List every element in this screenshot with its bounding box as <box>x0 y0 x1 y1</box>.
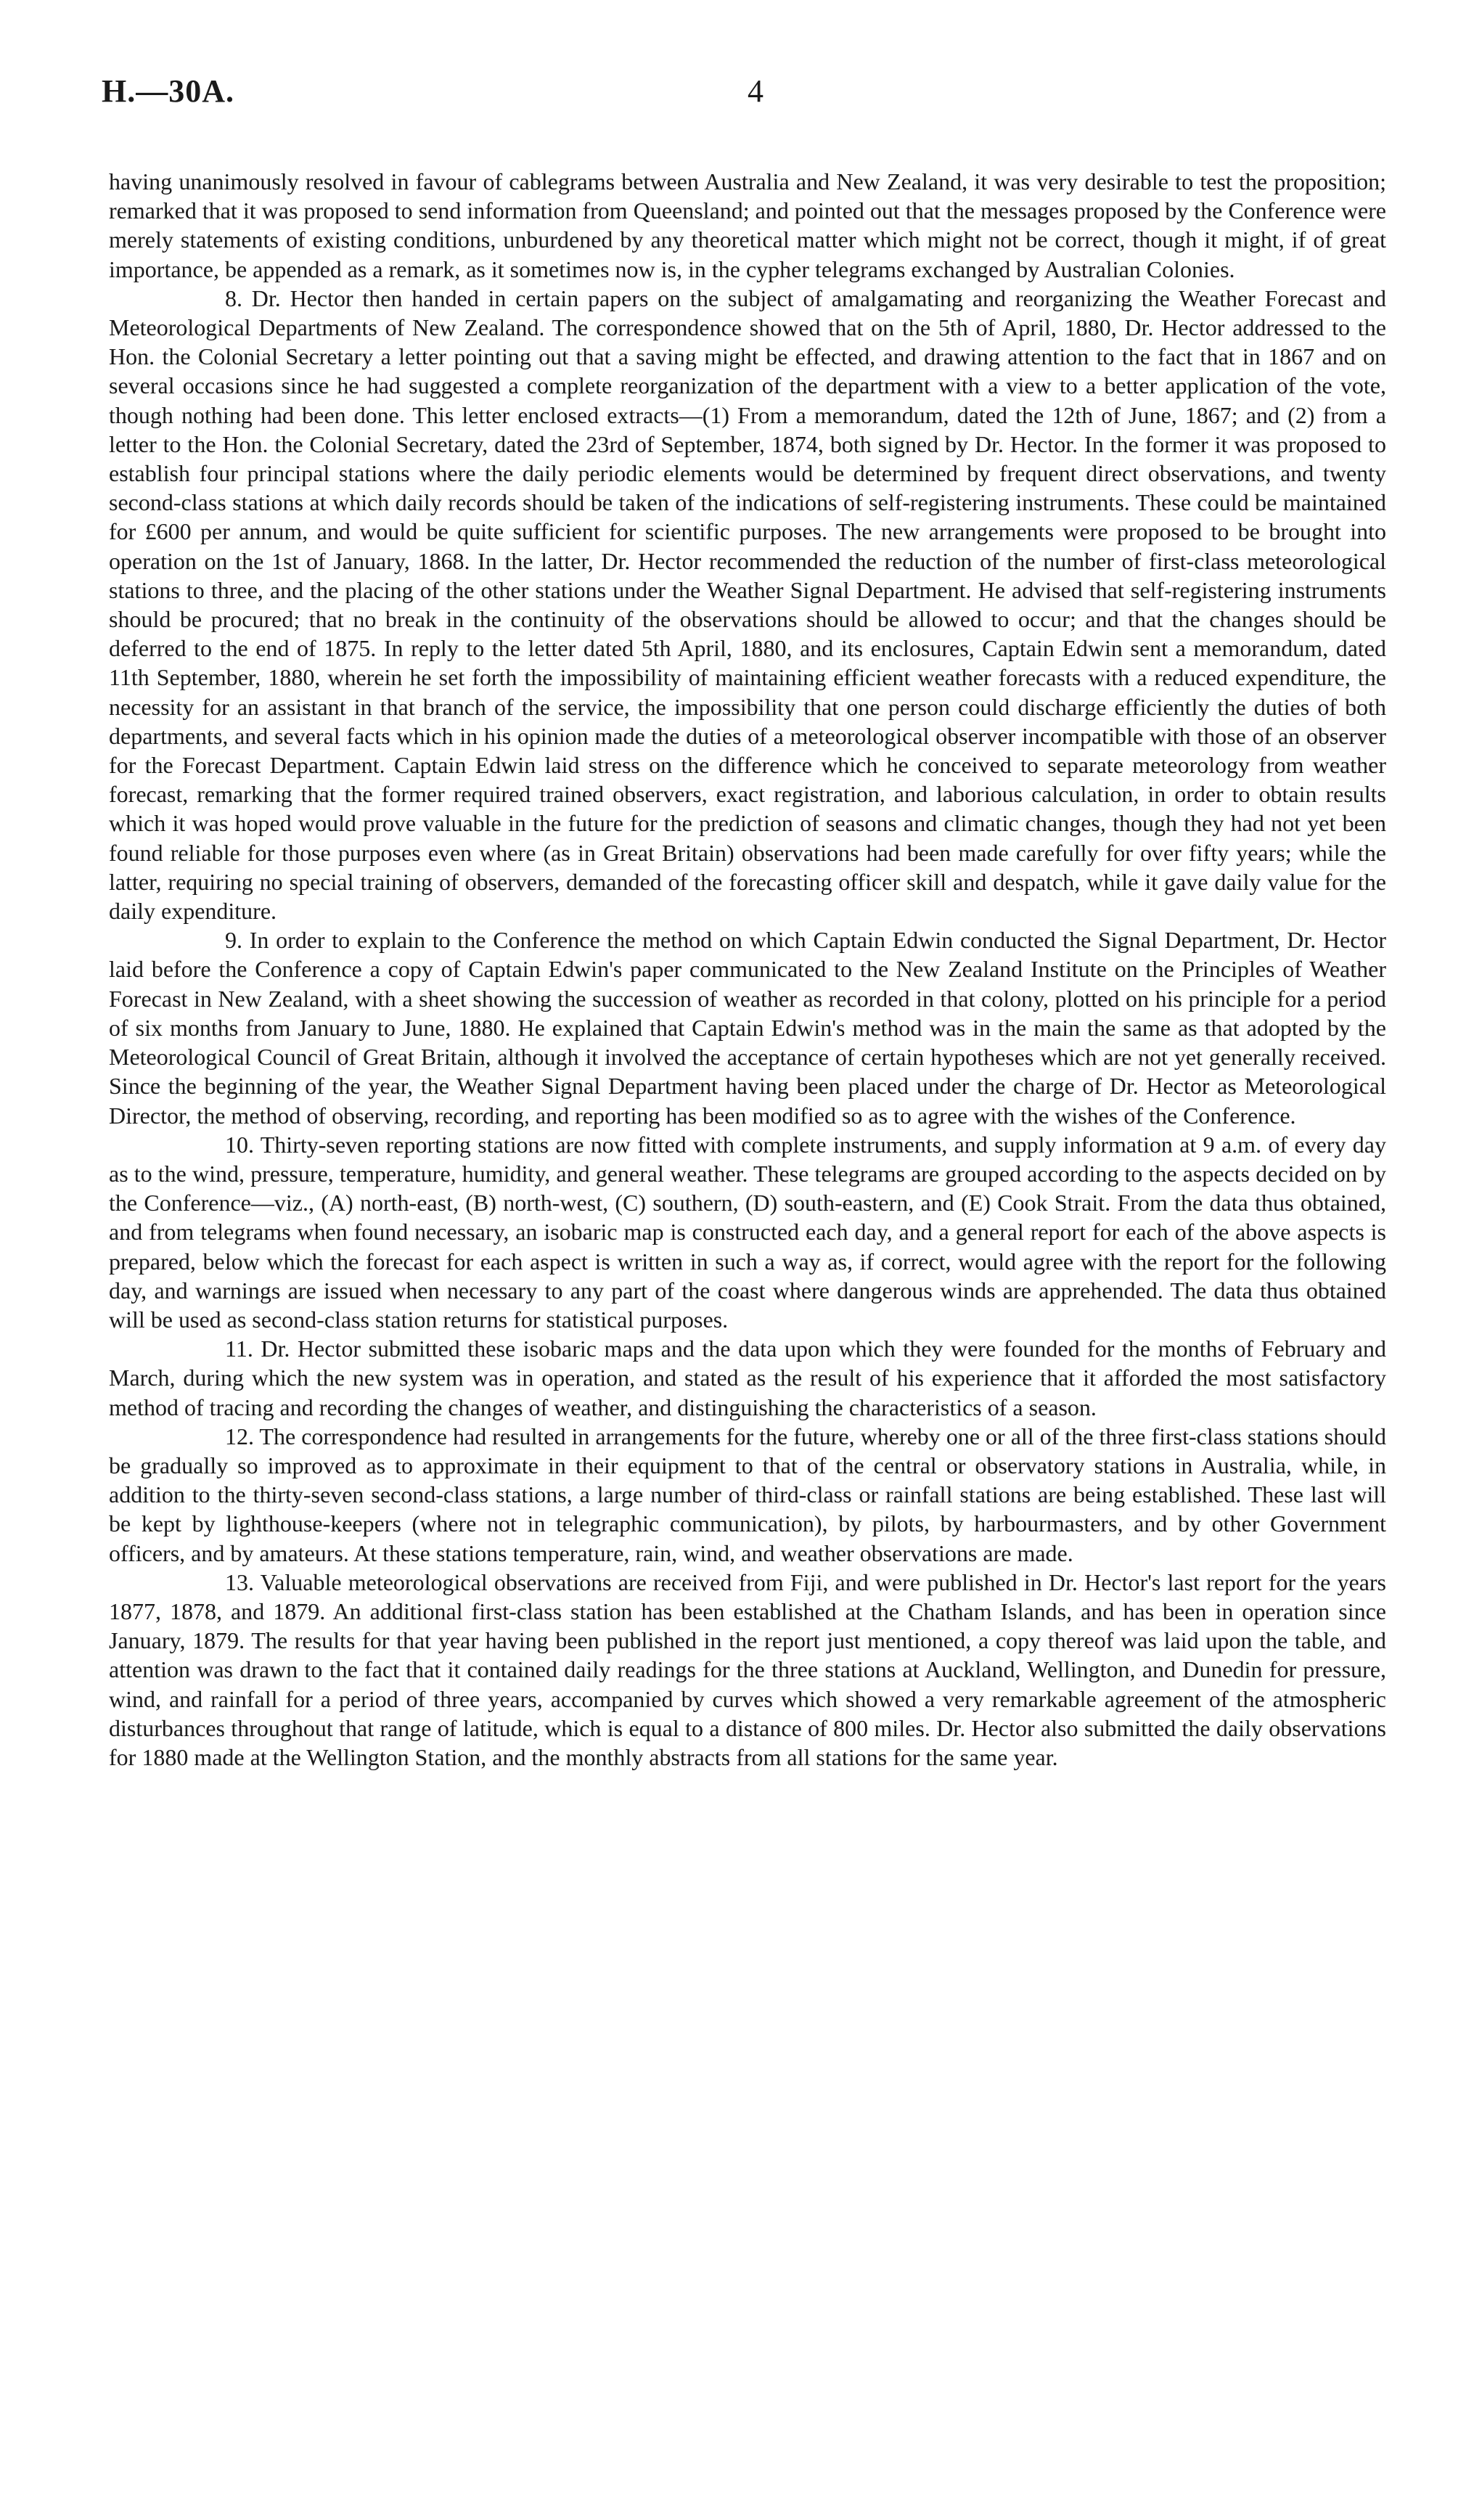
paragraph-continued: having unanimously resolved in favour of cablegrams between Australia and New Zealand, it was very desirable to test the proposition; remarked that it was proposed to send information from Queensland; and pointed out that the messages proposed by the Conference were merely statements of existing conditions, unburdened by any theoretical matter which might not be correct, though it might, if of great importance, be appended as a remark, as it sometimes now is, in the cypher telegrams exchanged by Australian Colonies. <box>109 168 1386 282</box>
page-number: 4 <box>748 73 763 109</box>
document-reference: H.—30A. <box>102 73 234 109</box>
paragraph-12: 12. The correspondence had resulted in arrangements for the future, whereby one or all of the three first-class stations should be gradually so improved as to approximate in their equipment to that of the central or observatory stations in Australia, while, in addition to the thirty-seven second-class stations, a large number of third-class or rainfall stations are being established. These last will be kept by lighthouse-keepers (where not in telegraphic communication), by pilots, by harbourmasters, and by other Government officers, and by amateurs. At these stations temperature, rain, wind, and weather observations are made. <box>109 1423 1386 1566</box>
document-page <box>102 73 1386 1772</box>
paragraph-8: 8. Dr. Hector then handed in certain papers on the subject of amalgamating and reorganizing the Weather Forecast and Meteorological Departments of New Zealand. The correspondence showed that on the 5th of April, 1880, Dr. Hector addressed to the Hon. the Colonial Secretary a letter pointing out that a saving might be effected, and drawing attention to the fact that in 1867 and on several occasions since he had suggested a complete reorganization of the department with a view to a better application of the vote, though nothing had been done. This letter enclosed extracts—(1) From a memorandum, dated the 12th of June, 1867; and (2) from a letter to the Hon. the Colonial Secretary, dated the 23rd of September, 1874, both signed by Dr. Hector. In the former it was proposed to establish four principal stations where the daily periodic elements would be determined by frequent direct observations, and twenty second-class stations at which daily records should be taken of the indications of self-registering instruments. These could be maintained for £600 per annum, and would be quite sufficient for scientific purposes. The new arrangements were proposed to be brought into operation on the 1st of January, 1868. In the latter, Dr. Hector recommended the reduction of the number of first-class meteorological stations to three, and the placing of the other stations under the Weather Signal Department. He advised that self-registering instruments should be procured; that no break in the continuity of the observations should be allowed to occur; and that the changes should be deferred to the end of 1875. In reply to the letter dated 5th April, 1880, and its enclosures, Captain Edwin sent a memorandum, dated 11th September, 1880, wherein he set forth the impossibility of maintaining efficient weather forecasts with a reduced expenditure, the necessity for an assistant in that branch of the service, the impossibility that one person could discharge efficiently the duties of both departments, and several facts which in his opinion made the duties of a meteorological observer incompatible with those of an observer for the Forecast Department. Captain Edwin laid stress on the difference which he conceived to separate meteorology from weather forecast, remarking that the former required trained observers, exact registration, and laborious calculation, in order to obtain results which it was hoped would prove valuable in the future for the prediction of seasons and climatic changes, though they had not yet been found reliable for those purposes even where (as in Great Britain) observations had been made carefully for over fifty years; while the latter, requiring no special training of observers, demanded of the forecasting officer skill and despatch, while it gave daily value for the daily expenditure. <box>109 285 1386 925</box>
paragraph-10: 10. Thirty-seven reporting stations are now fitted with complete instruments, and supply information at 9 a.m. of every day as to the wind, pressure, temperature, humidity, and general weather. These telegrams are grouped according to the aspects decided on by the Conference—viz., (A) north-east, (B) north-west, (C) southern, (D) south-eastern, and (E) Cook Strait. From the data thus obtained, and from telegrams when found necessary, an isobaric map is constructed each day, and a general report for each of the above aspects is prepared, below which the forecast for each aspect is written in such a way as, if correct, would agree with the report for the following day, and warnings are issued when necessary to any part of the coast where dangerous winds are apprehended. The data thus obtained will be used as second-class station returns for statistical purposes. <box>109 1131 1386 1333</box>
paragraph-9: 9. In order to explain to the Conference the method on which Captain Edwin conducted the Signal Department, Dr. Hector laid before the Conference a copy of Captain Edwin's paper communicated to the New Zealand Institute on the Principles of Weather Forecast in New Zealand, with a sheet showing the succession of weather as recorded in that colony, plotted on his principle for a period of six months from January to June, 1880. He explained that Captain Edwin's method was in the main the same as that adopted by the Meteorological Council of Great Britain, although it involved the acceptance of certain hypotheses which are not yet generally received. Since the beginning of the year, the Weather Signal Department having been placed under the charge of Dr. Hector as Meteorological Director, the method of observing, recording, and reporting has been modified so as to agree with the wishes of the Conference. <box>109 927 1386 1129</box>
paragraph-13: 13. Valuable meteorological observations are received from Fiji, and were published in Dr. Hector's last report for the years 1877, 1878, and 1879. An additional first-class station has been established at the Chatham Islands, and has been in operation since January, 1879. The results for that year having been published in the report just mentioned, a copy thereof was laid upon the table, and attention was drawn to the fact that it contained daily readings for the three stations at Auckland, Wellington, and Dunedin for pressure, wind, and rainfall for a period of three years, accompanied by curves which showed a very remarkable agreement of the atmospheric disturbances throughout that range of latitude, which is equal to a distance of 800 miles. Dr. Hector also submitted the daily observations for 1880 made at the Wellington Station, and the monthly abstracts from all stations for the same year. <box>109 1568 1386 1770</box>
running-header <box>102 73 1386 123</box>
body-text <box>109 167 1386 1772</box>
paragraph-11: 11. Dr. Hector submitted these isobaric maps and the data upon which they were founded for the months of February and March, during which the new system was in operation, and stated as the result of his experience that it afforded the most satisfactory method of tracing and recording the changes of weather, and distinguishing the characteristics of a season. <box>109 1335 1386 1420</box>
